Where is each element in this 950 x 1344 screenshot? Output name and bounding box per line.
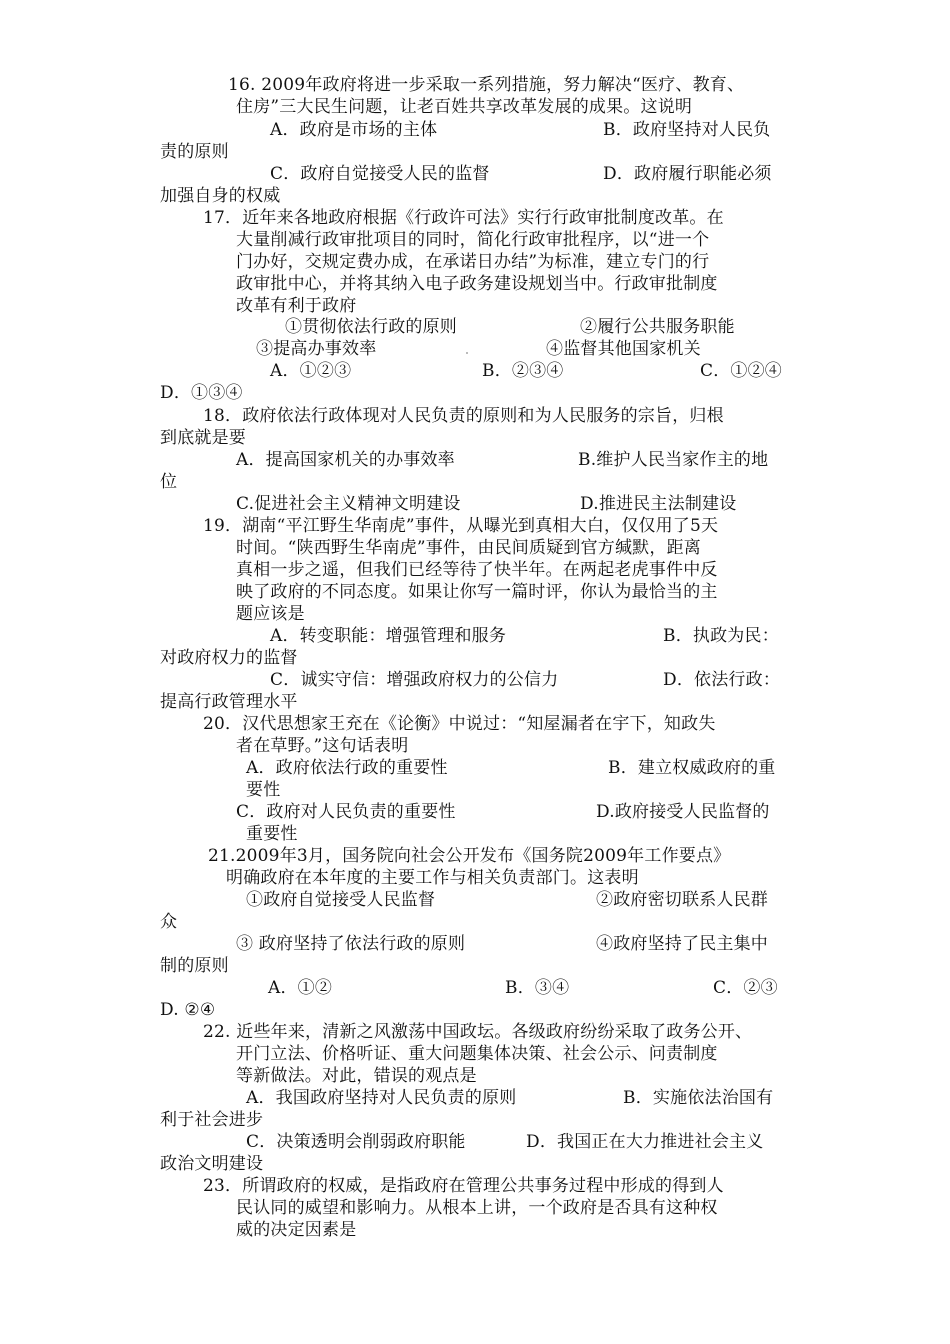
q22-option-b: B．实施依法治国有 <box>623 1088 774 1108</box>
q23-stem-line-1: 23．所谓政府的权威，是指政府在管理公共事务过程中形成的得到人 <box>203 1176 724 1196</box>
q19-option-b: B．执政为民： <box>663 626 779 646</box>
q17-item-1: ①贯彻依法行政的原则 <box>285 317 457 337</box>
q19-option-d: D．依法行政： <box>663 670 781 690</box>
q20-option-d-cont: 重要性 <box>246 824 298 844</box>
q16-stem-line-1: 16. 2009年政府将进一步采取一系列措施，努力解决“医疗、教育、 <box>228 75 745 95</box>
q16-option-d: D．政府履行职能必须 <box>603 164 772 184</box>
q21-item-2-cont: 众 <box>160 912 178 932</box>
q23-stem-line-2: 民认同的威望和影响力。从根本上讲，一个政府是否具有这种权 <box>236 1198 718 1218</box>
q22-stem-line-1: 22. 近些年来，清新之风激荡中国政坛。各级政府纷纷采取了政务公开、 <box>203 1022 753 1042</box>
q18-option-b: B.维护人民当家作主的地 <box>578 450 769 470</box>
q19-option-c: C．诚实守信：增强政府权力的公信力 <box>270 670 559 690</box>
q17-item-3: ③提高办事效率 <box>256 339 377 359</box>
q20-option-a: A．政府依法行政的重要性 <box>246 758 448 778</box>
q16-stem-line-2: 住房”三大民生问题，让老百姓共享改革发展的成果。这说明 <box>236 97 693 117</box>
q20-stem-line-1: 20．汉代思想家王充在《论衡》中说过：“知屋漏者在宇下，知政失 <box>203 714 716 734</box>
q21-item-4: ④政府坚持了民主集中 <box>596 934 768 954</box>
q19-option-b-cont: 对政府权力的监督 <box>160 648 298 668</box>
q21-option-c: C．②③ <box>713 978 778 998</box>
q22-stem-line-2: 开门立法、价格听证、重大问题集体决策、社会公示、问责制度 <box>236 1044 718 1064</box>
q16-option-b-cont: 责的原则 <box>160 142 229 162</box>
q22-option-a: A．我国政府坚持对人民负责的原则 <box>246 1088 517 1108</box>
q18-option-a: A．提高国家机关的办事效率 <box>236 450 455 470</box>
q20-stem-line-2: 者在草野。”这句话表明 <box>236 736 409 756</box>
q17-stem-line-2: 大量削减行政审批项目的同时，简化行政审批程序，以“进一个 <box>236 230 710 250</box>
q17-option-b: B．②③④ <box>482 361 564 381</box>
q17-stem-line-4: 政审批中心，并将其纳入电子政务建设规划当中。行政审批制度 <box>236 274 718 294</box>
q19-option-a: A．转变职能：增强管理和服务 <box>270 626 507 646</box>
q21-item-3: ③ 政府坚持了依法行政的原则 <box>236 934 466 954</box>
q17-item-4: ④监督其他国家机关 <box>546 339 701 359</box>
q16-option-c: C．政府自觉接受人民的监督 <box>270 164 490 184</box>
q18-option-d: D.推进民主法制建设 <box>580 494 737 514</box>
q19-stem-line-3: 真相一步之遥，但我们已经等待了快半年。在两起老虎事件中反 <box>236 560 718 580</box>
q21-item-4-cont: 制的原则 <box>160 956 229 976</box>
q20-option-d: D.政府接受人民监督的 <box>596 802 770 822</box>
q19-stem-line-4: 映了政府的不同态度。如果让你写一篇时评，你认为最恰当的主 <box>236 582 718 602</box>
q19-option-d-cont: 提高行政管理水平 <box>160 692 298 712</box>
q22-stem-line-3: 等新做法。对此，错误的观点是 <box>236 1066 477 1086</box>
q16-option-d-cont: 加强自身的权威 <box>160 186 281 206</box>
q21-option-b: B．③④ <box>505 978 570 998</box>
q16-option-b: B．政府坚持对人民负 <box>603 120 771 140</box>
scan-speck <box>466 352 468 354</box>
q21-option-d: D. ②④ <box>160 1000 216 1020</box>
q21-item-1: ①政府自觉接受人民监督 <box>246 890 436 910</box>
q20-option-b: B．建立权威政府的重 <box>608 758 776 778</box>
q21-option-a: A．①② <box>268 978 333 998</box>
q21-item-2: ②政府密切联系人民群 <box>596 890 768 910</box>
q18-option-c: C.促进社会主义精神文明建设 <box>236 494 461 514</box>
q19-stem-line-2: 时间。“陕西野生华南虎”事件，由民间质疑到官方缄默，距离 <box>236 538 701 558</box>
q19-stem-line-1: 19．湖南“平江野生华南虎”事件，从曝光到真相大白，仅仅用了5天 <box>203 516 719 536</box>
q18-option-b-cont: 位 <box>160 472 178 492</box>
q17-stem-line-1: 17．近年来各地政府根据《行政许可法》实行行政审批制度改革。在 <box>203 208 724 228</box>
q21-stem-line-2: 明确政府在本年度的主要工作与相关负责部门。这表明 <box>226 868 639 888</box>
q22-option-c: C．决策透明会削弱政府职能 <box>246 1132 466 1152</box>
q17-option-a: A．①②③ <box>270 361 352 381</box>
q18-stem-line-2: 到底就是要 <box>160 428 246 448</box>
q22-option-d: D．我国正在大力推进社会主义 <box>526 1132 764 1152</box>
q17-item-2: ②履行公共服务职能 <box>580 317 735 337</box>
q23-stem-line-3: 威的决定因素是 <box>236 1220 357 1240</box>
q16-option-a: A．政府是市场的主体 <box>270 120 438 140</box>
q20-option-c: C．政府对人民负责的重要性 <box>236 802 456 822</box>
q19-stem-line-5: 题应该是 <box>236 604 305 624</box>
q22-option-d-cont: 政治文明建设 <box>160 1154 264 1174</box>
q18-stem-line-1: 18．政府依法行政体现对人民负责的原则和为人民服务的宗旨，归根 <box>203 406 724 426</box>
q20-option-b-cont: 要性 <box>246 780 281 800</box>
q17-stem-line-5: 改革有利于政府 <box>236 296 357 316</box>
q17-option-d: D．①③④ <box>160 383 243 403</box>
q21-stem-line-1: 21.2009年3月，国务院向社会公开发布《国务院2009年工作要点》 <box>208 846 731 866</box>
q22-option-b-cont: 利于社会进步 <box>160 1110 264 1130</box>
q17-option-c: C．①②④ <box>700 361 783 381</box>
q17-stem-line-3: 门办好，交规定费办成，在承诺日办结”为标准，建立专门的行 <box>236 252 710 272</box>
